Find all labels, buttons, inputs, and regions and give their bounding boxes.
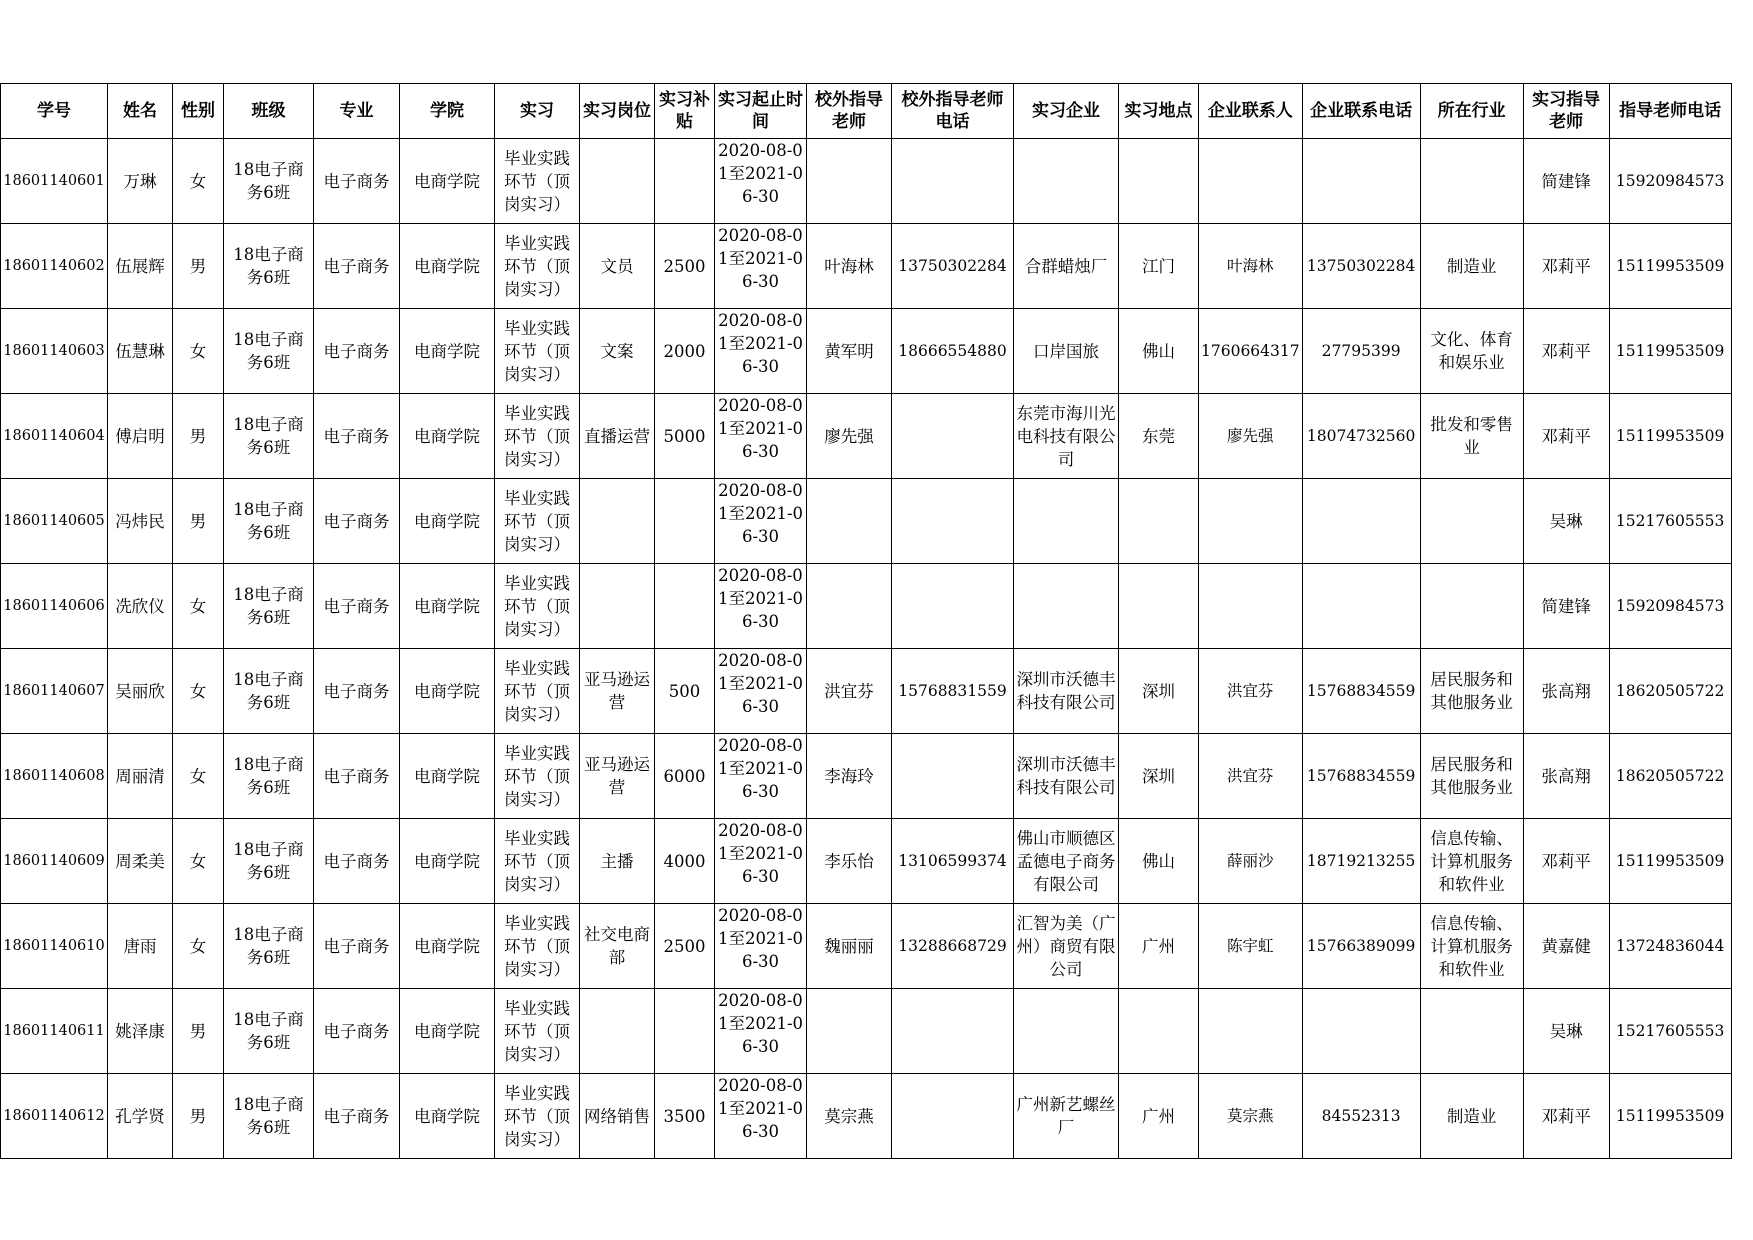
- table-row: [1, 139, 1732, 224]
- cell-location: 广州: [1119, 904, 1199, 989]
- col-header-company-phone: 企业联系电话: [1302, 84, 1420, 139]
- cell-location: 江门: [1119, 224, 1199, 309]
- col-header-college: 学院: [400, 84, 495, 139]
- cell-period: [715, 734, 807, 819]
- cell-student-id: 18601140604: [1, 394, 108, 479]
- cell-major: 电子商务: [314, 224, 400, 309]
- cell-college: 电商学院: [400, 394, 495, 479]
- cell-student-name: 冯炜民: [108, 479, 173, 564]
- cell-student-name: 吴丽欣: [108, 649, 173, 734]
- cell-external-mentor-phone: 15768831559: [892, 649, 1014, 734]
- cell-internship-type: 毕业实践环节（顶岗实习）: [495, 819, 580, 904]
- col-header-student-id: 学号: [1, 84, 108, 139]
- cell-external-mentor-phone: [892, 564, 1014, 649]
- cell-major: 电子商务: [314, 1074, 400, 1159]
- cell-class: 18电子商务6班: [224, 734, 314, 819]
- cell-class: 18电子商务6班: [224, 564, 314, 649]
- cell-external-mentor: 黄军明: [807, 309, 892, 394]
- cell-class: 18电子商务6班: [224, 394, 314, 479]
- cell-external-mentor-phone: 18666554880: [892, 309, 1014, 394]
- cell-location: 深圳: [1119, 649, 1199, 734]
- cell-mentor: 黄嘉健: [1523, 904, 1609, 989]
- cell-subsidy: 2500: [655, 224, 715, 309]
- cell-class: 18电子商务6班: [224, 819, 314, 904]
- cell-company-contact: [1199, 564, 1303, 649]
- cell-company-contact: [1199, 989, 1303, 1074]
- cell-student-id: 18601140610: [1, 904, 108, 989]
- cell-industry: [1420, 989, 1523, 1074]
- cell-period: [715, 224, 807, 309]
- cell-company: [1014, 479, 1119, 564]
- cell-gender: 女: [173, 649, 224, 734]
- cell-major: 电子商务: [314, 989, 400, 1074]
- cell-company: 佛山市顺德区孟德电子商务有限公司: [1014, 819, 1119, 904]
- cell-external-mentor: 莫宗燕: [807, 1074, 892, 1159]
- cell-period: [715, 649, 807, 734]
- period-text: 2020-08-01至2021-06-30: [717, 991, 804, 1056]
- cell-internship-type: 毕业实践环节（顶岗实习）: [495, 904, 580, 989]
- cell-major: 电子商务: [314, 734, 400, 819]
- period-text: 2020-08-01至2021-06-30: [717, 821, 804, 886]
- cell-company-phone: [1302, 139, 1420, 224]
- cell-external-mentor: 李乐怡: [807, 819, 892, 904]
- cell-industry: 批发和零售业: [1420, 394, 1523, 479]
- cell-gender: 男: [173, 394, 224, 479]
- cell-gender: 女: [173, 139, 224, 224]
- cell-external-mentor-phone: 13106599374: [892, 819, 1014, 904]
- col-header-major: 专业: [314, 84, 400, 139]
- table-row: [1, 479, 1732, 564]
- cell-external-mentor-phone: 13750302284: [892, 224, 1014, 309]
- cell-period: [715, 394, 807, 479]
- cell-external-mentor: 叶海林: [807, 224, 892, 309]
- cell-company-phone: 27795399: [1302, 309, 1420, 394]
- cell-student-id: 18601140601: [1, 139, 108, 224]
- cell-company: 汇智为美（广州）商贸有限公司: [1014, 904, 1119, 989]
- cell-external-mentor-phone: [892, 1074, 1014, 1159]
- cell-gender: 女: [173, 564, 224, 649]
- cell-mentor: 邓莉平: [1523, 224, 1609, 309]
- cell-period: [715, 309, 807, 394]
- cell-student-id: 18601140605: [1, 479, 108, 564]
- cell-company-phone: 84552313: [1302, 1074, 1420, 1159]
- cell-company-contact: 陈宇虹: [1199, 904, 1303, 989]
- cell-mentor: 吴琳: [1523, 989, 1609, 1074]
- cell-college: 电商学院: [400, 479, 495, 564]
- cell-position: 文案: [580, 309, 655, 394]
- cell-position: 社交电商部: [580, 904, 655, 989]
- cell-gender: 女: [173, 309, 224, 394]
- cell-company-contact: 1760664317: [1199, 309, 1303, 394]
- cell-external-mentor-phone: [892, 479, 1014, 564]
- cell-company-phone: [1302, 989, 1420, 1074]
- cell-company-phone: 15766389099: [1302, 904, 1420, 989]
- cell-internship-type: 毕业实践环节（顶岗实习）: [495, 1074, 580, 1159]
- cell-mentor-phone: 15920984573: [1609, 139, 1731, 224]
- cell-student-name: 傅启明: [108, 394, 173, 479]
- cell-company: 合群蜡烛厂: [1014, 224, 1119, 309]
- cell-college: 电商学院: [400, 989, 495, 1074]
- cell-position: 直播运营: [580, 394, 655, 479]
- table-row: [1, 649, 1732, 734]
- cell-company: 广州新艺螺丝厂: [1014, 1074, 1119, 1159]
- cell-location: [1119, 139, 1199, 224]
- cell-internship-type: 毕业实践环节（顶岗实习）: [495, 479, 580, 564]
- cell-internship-type: 毕业实践环节（顶岗实习）: [495, 394, 580, 479]
- cell-student-id: 18601140609: [1, 819, 108, 904]
- cell-period: [715, 1074, 807, 1159]
- cell-company-phone: 15768834559: [1302, 734, 1420, 819]
- cell-subsidy: [655, 139, 715, 224]
- cell-subsidy: [655, 989, 715, 1074]
- cell-major: 电子商务: [314, 139, 400, 224]
- col-header-industry: 所在行业: [1420, 84, 1523, 139]
- cell-period: [715, 989, 807, 1074]
- cell-gender: 男: [173, 224, 224, 309]
- cell-student-name: 伍慧琳: [108, 309, 173, 394]
- cell-company: 口岸国旅: [1014, 309, 1119, 394]
- cell-mentor-phone: 18620505722: [1609, 649, 1731, 734]
- cell-location: 广州: [1119, 1074, 1199, 1159]
- period-text: 2020-08-01至2021-06-30: [717, 141, 804, 206]
- col-header-class: 班级: [224, 84, 314, 139]
- cell-subsidy: [655, 564, 715, 649]
- cell-company-contact: 薛丽沙: [1199, 819, 1303, 904]
- col-header-company-contact: 企业联系人: [1199, 84, 1303, 139]
- cell-industry: 居民服务和其他服务业: [1420, 649, 1523, 734]
- cell-external-mentor-phone: 13288668729: [892, 904, 1014, 989]
- cell-position: 网络销售: [580, 1074, 655, 1159]
- cell-company-contact: [1199, 479, 1303, 564]
- header-row: [1, 84, 1732, 139]
- cell-period: [715, 564, 807, 649]
- cell-major: 电子商务: [314, 649, 400, 734]
- cell-external-mentor: [807, 479, 892, 564]
- cell-company: [1014, 564, 1119, 649]
- period-text: 2020-08-01至2021-06-30: [717, 481, 804, 546]
- cell-subsidy: 2500: [655, 904, 715, 989]
- cell-location: 深圳: [1119, 734, 1199, 819]
- cell-college: 电商学院: [400, 224, 495, 309]
- cell-company-contact: 洪宜芬: [1199, 734, 1303, 819]
- cell-company-contact: 叶海林: [1199, 224, 1303, 309]
- cell-subsidy: 3500: [655, 1074, 715, 1159]
- col-header-mentor-phone: 指导老师电话: [1609, 84, 1731, 139]
- cell-mentor-phone: 15119953509: [1609, 1074, 1731, 1159]
- cell-college: 电商学院: [400, 734, 495, 819]
- col-header-external-mentor-phone: 校外指导老师电话: [892, 84, 1014, 139]
- cell-major: 电子商务: [314, 479, 400, 564]
- table-row: [1, 989, 1732, 1074]
- cell-company-contact: 莫宗燕: [1199, 1074, 1303, 1159]
- cell-student-name: 姚泽康: [108, 989, 173, 1074]
- cell-company-contact: 廖先强: [1199, 394, 1303, 479]
- cell-student-id: 18601140603: [1, 309, 108, 394]
- cell-mentor-phone: 15119953509: [1609, 394, 1731, 479]
- cell-internship-type: 毕业实践环节（顶岗实习）: [495, 139, 580, 224]
- cell-subsidy: 5000: [655, 394, 715, 479]
- cell-external-mentor: 洪宜芬: [807, 649, 892, 734]
- cell-company-phone: 13750302284: [1302, 224, 1420, 309]
- cell-industry: 信息传输、计算机服务和软件业: [1420, 819, 1523, 904]
- cell-period: [715, 904, 807, 989]
- cell-student-name: 周柔美: [108, 819, 173, 904]
- cell-class: 18电子商务6班: [224, 224, 314, 309]
- cell-major: 电子商务: [314, 394, 400, 479]
- col-header-external-mentor: 校外指导老师: [807, 84, 892, 139]
- cell-internship-type: 毕业实践环节（顶岗实习）: [495, 734, 580, 819]
- cell-mentor-phone: 15119953509: [1609, 224, 1731, 309]
- col-header-position: 实习岗位: [580, 84, 655, 139]
- cell-gender: 男: [173, 479, 224, 564]
- cell-mentor: 邓莉平: [1523, 394, 1609, 479]
- cell-student-name: 周丽清: [108, 734, 173, 819]
- cell-industry: 制造业: [1420, 224, 1523, 309]
- period-text: 2020-08-01至2021-06-30: [717, 566, 804, 631]
- cell-college: 电商学院: [400, 819, 495, 904]
- cell-internship-type: 毕业实践环节（顶岗实习）: [495, 564, 580, 649]
- cell-major: 电子商务: [314, 904, 400, 989]
- cell-position: 文员: [580, 224, 655, 309]
- cell-company: 东莞市海川光电科技有限公司: [1014, 394, 1119, 479]
- cell-industry: 文化、体育和娱乐业: [1420, 309, 1523, 394]
- col-header-period: 实习起止时间: [715, 84, 807, 139]
- cell-location: 佛山: [1119, 309, 1199, 394]
- period-text: 2020-08-01至2021-06-30: [717, 226, 804, 291]
- cell-college: 电商学院: [400, 904, 495, 989]
- table-row: [1, 819, 1732, 904]
- table-row: [1, 904, 1732, 989]
- cell-gender: 女: [173, 904, 224, 989]
- cell-industry: 制造业: [1420, 1074, 1523, 1159]
- cell-major: 电子商务: [314, 819, 400, 904]
- table-row: [1, 564, 1732, 649]
- period-text: 2020-08-01至2021-06-30: [717, 1076, 804, 1141]
- cell-mentor: 简建锋: [1523, 564, 1609, 649]
- table-row: [1, 309, 1732, 394]
- cell-student-name: 孔学贤: [108, 1074, 173, 1159]
- cell-location: [1119, 479, 1199, 564]
- table-body: [1, 139, 1732, 1159]
- cell-company-phone: 15768834559: [1302, 649, 1420, 734]
- cell-external-mentor-phone: [892, 139, 1014, 224]
- cell-period: [715, 819, 807, 904]
- cell-position: 亚马逊运营: [580, 649, 655, 734]
- cell-student-id: 18601140602: [1, 224, 108, 309]
- cell-mentor: 邓莉平: [1523, 819, 1609, 904]
- cell-company: 深圳市沃德丰科技有限公司: [1014, 649, 1119, 734]
- cell-mentor-phone: 15119953509: [1609, 819, 1731, 904]
- col-header-internship: 实习: [495, 84, 580, 139]
- cell-external-mentor: 魏丽丽: [807, 904, 892, 989]
- cell-company-contact: [1199, 139, 1303, 224]
- period-text: 2020-08-01至2021-06-30: [717, 396, 804, 461]
- period-text: 2020-08-01至2021-06-30: [717, 906, 804, 971]
- cell-position: 主播: [580, 819, 655, 904]
- period-text: 2020-08-01至2021-06-30: [717, 651, 804, 716]
- cell-company: [1014, 989, 1119, 1074]
- cell-company-contact: 洪宜芬: [1199, 649, 1303, 734]
- cell-company-phone: 18719213255: [1302, 819, 1420, 904]
- cell-mentor: 邓莉平: [1523, 309, 1609, 394]
- col-header-location: 实习地点: [1119, 84, 1199, 139]
- cell-position: [580, 479, 655, 564]
- col-header-gender: 性别: [173, 84, 224, 139]
- cell-student-id: 18601140607: [1, 649, 108, 734]
- cell-college: 电商学院: [400, 139, 495, 224]
- cell-external-mentor: [807, 564, 892, 649]
- cell-external-mentor: 李海玲: [807, 734, 892, 819]
- cell-major: 电子商务: [314, 564, 400, 649]
- cell-student-id: 18601140608: [1, 734, 108, 819]
- cell-mentor: 简建锋: [1523, 139, 1609, 224]
- cell-mentor-phone: 15217605553: [1609, 479, 1731, 564]
- cell-period: [715, 479, 807, 564]
- cell-subsidy: 2000: [655, 309, 715, 394]
- cell-company: 深圳市沃德丰科技有限公司: [1014, 734, 1119, 819]
- cell-class: 18电子商务6班: [224, 139, 314, 224]
- cell-internship-type: 毕业实践环节（顶岗实习）: [495, 989, 580, 1074]
- cell-college: 电商学院: [400, 649, 495, 734]
- cell-subsidy: [655, 479, 715, 564]
- cell-industry: 信息传输、计算机服务和软件业: [1420, 904, 1523, 989]
- cell-position: 亚马逊运营: [580, 734, 655, 819]
- cell-location: [1119, 564, 1199, 649]
- table-row: [1, 394, 1732, 479]
- cell-location: 东莞: [1119, 394, 1199, 479]
- cell-gender: 男: [173, 1074, 224, 1159]
- cell-class: 18电子商务6班: [224, 649, 314, 734]
- cell-gender: 男: [173, 989, 224, 1074]
- cell-external-mentor: 廖先强: [807, 394, 892, 479]
- cell-industry: [1420, 564, 1523, 649]
- cell-college: 电商学院: [400, 309, 495, 394]
- cell-student-name: 伍展辉: [108, 224, 173, 309]
- cell-subsidy: 4000: [655, 819, 715, 904]
- cell-period: [715, 139, 807, 224]
- cell-mentor-phone: 18620505722: [1609, 734, 1731, 819]
- cell-class: 18电子商务6班: [224, 904, 314, 989]
- cell-industry: [1420, 139, 1523, 224]
- cell-gender: 女: [173, 819, 224, 904]
- col-header-mentor: 实习指导老师: [1523, 84, 1609, 139]
- table-row: [1, 734, 1732, 819]
- cell-position: [580, 139, 655, 224]
- cell-student-name: 唐雨: [108, 904, 173, 989]
- cell-external-mentor-phone: [892, 394, 1014, 479]
- cell-industry: [1420, 479, 1523, 564]
- cell-gender: 女: [173, 734, 224, 819]
- cell-location: 佛山: [1119, 819, 1199, 904]
- cell-mentor-phone: 15920984573: [1609, 564, 1731, 649]
- cell-internship-type: 毕业实践环节（顶岗实习）: [495, 649, 580, 734]
- cell-mentor: 张高翔: [1523, 649, 1609, 734]
- cell-student-id: 18601140606: [1, 564, 108, 649]
- cell-position: [580, 989, 655, 1074]
- col-header-name: 姓名: [108, 84, 173, 139]
- cell-major: 电子商务: [314, 309, 400, 394]
- internship-table: [0, 83, 1732, 1159]
- cell-company-phone: 18074732560: [1302, 394, 1420, 479]
- cell-industry: 居民服务和其他服务业: [1420, 734, 1523, 819]
- cell-class: 18电子商务6班: [224, 989, 314, 1074]
- col-header-subsidy: 实习补贴: [655, 84, 715, 139]
- cell-company-phone: [1302, 479, 1420, 564]
- cell-mentor-phone: 15119953509: [1609, 309, 1731, 394]
- cell-mentor-phone: 13724836044: [1609, 904, 1731, 989]
- cell-internship-type: 毕业实践环节（顶岗实习）: [495, 224, 580, 309]
- cell-class: 18电子商务6班: [224, 1074, 314, 1159]
- cell-external-mentor: [807, 139, 892, 224]
- cell-subsidy: 6000: [655, 734, 715, 819]
- cell-external-mentor-phone: [892, 734, 1014, 819]
- cell-internship-type: 毕业实践环节（顶岗实习）: [495, 309, 580, 394]
- cell-student-id: 18601140611: [1, 989, 108, 1074]
- cell-mentor: 吴琳: [1523, 479, 1609, 564]
- period-text: 2020-08-01至2021-06-30: [717, 311, 804, 376]
- cell-mentor: 邓莉平: [1523, 1074, 1609, 1159]
- cell-company-phone: [1302, 564, 1420, 649]
- cell-college: 电商学院: [400, 1074, 495, 1159]
- cell-student-id: 18601140612: [1, 1074, 108, 1159]
- cell-external-mentor: [807, 989, 892, 1074]
- cell-subsidy: 500: [655, 649, 715, 734]
- period-text: 2020-08-01至2021-06-30: [717, 736, 804, 801]
- cell-college: 电商学院: [400, 564, 495, 649]
- table-row: [1, 1074, 1732, 1159]
- cell-external-mentor-phone: [892, 989, 1014, 1074]
- cell-position: [580, 564, 655, 649]
- cell-class: 18电子商务6班: [224, 309, 314, 394]
- cell-student-name: 万琳: [108, 139, 173, 224]
- cell-mentor-phone: 15217605553: [1609, 989, 1731, 1074]
- cell-location: [1119, 989, 1199, 1074]
- table-row: [1, 224, 1732, 309]
- cell-mentor: 张高翔: [1523, 734, 1609, 819]
- cell-class: 18电子商务6班: [224, 479, 314, 564]
- cell-student-name: 冼欣仪: [108, 564, 173, 649]
- col-header-company: 实习企业: [1014, 84, 1119, 139]
- cell-company: [1014, 139, 1119, 224]
